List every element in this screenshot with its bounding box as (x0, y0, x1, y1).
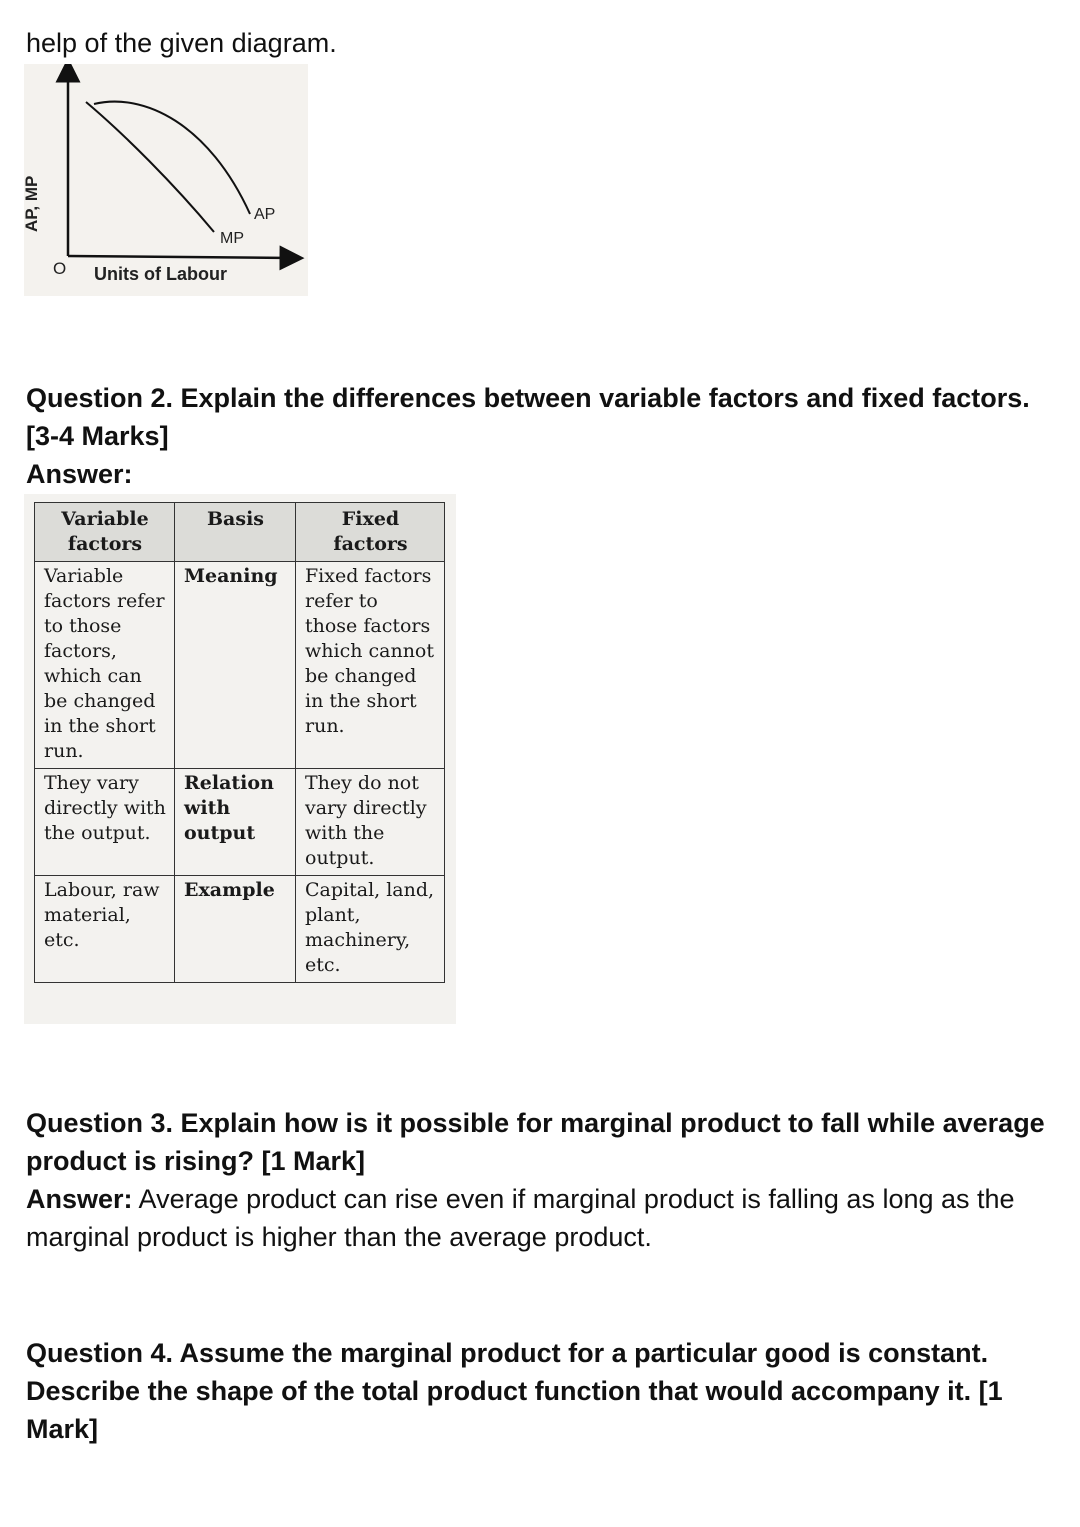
cell-basis: Relation with output (175, 769, 296, 876)
question-3-answer-label: Answer: (26, 1184, 133, 1214)
cell-variable: Variable factors refer to those factors, which can be changed in the short run. (35, 562, 175, 769)
table-row (35, 876, 445, 983)
table-header-row (35, 503, 445, 562)
factors-table-image (24, 494, 456, 1024)
question-3: Question 3. Explain how is it possible for marginal product to fall while average product is rising? [1 Mark] (26, 1108, 1045, 1176)
question-3-answer (26, 1180, 1056, 1256)
cell-fixed: Capital, land, plant, machinery, etc. (296, 876, 445, 983)
header-fixed-factors: Fixed factors (296, 503, 445, 562)
cell-fixed: They do not vary directly with the output. (296, 769, 445, 876)
cell-fixed: Fixed factors refer to those factors which cannot be changed in the short run. (296, 562, 445, 769)
table-row (35, 562, 445, 769)
question-4: Question 4. Assume the marginal product for a particular good is constant. Describe the shape of the total product function that would accompany it. [1 Mark] (26, 1338, 1003, 1444)
question-2: Question 2. Explain the differences between variable factors and fixed factors. [3-4 Marks] (26, 383, 1030, 451)
cell-variable: They vary directly with the output. (35, 769, 175, 876)
header-variable-factors: Variable factors (35, 503, 175, 562)
cell-variable: Labour, raw material, etc. (35, 876, 175, 983)
question-2-answer-label: Answer: (26, 459, 133, 489)
ap-curve (94, 102, 250, 214)
factors-table (34, 502, 445, 983)
mp-curve-label: MP (220, 230, 244, 247)
diagram-svg (24, 64, 308, 296)
table-row (35, 769, 445, 876)
question-3-answer-text: Average product can rise even if marginal product is falling as long as the marginal product is higher than the average product. (26, 1184, 1015, 1252)
ap-mp-diagram (24, 64, 308, 296)
header-basis: Basis (175, 503, 296, 562)
cell-basis: Example (175, 876, 296, 983)
x-axis-label: Units of Labour (94, 264, 227, 284)
ap-curve-label: AP (254, 206, 276, 223)
x-axis (68, 256, 292, 258)
y-axis-label: AP, MP (22, 175, 41, 232)
cell-basis: Meaning (175, 562, 296, 769)
intro-line: help of the given diagram. (26, 28, 337, 58)
mp-curve (86, 102, 214, 232)
origin-label: O (53, 259, 67, 278)
